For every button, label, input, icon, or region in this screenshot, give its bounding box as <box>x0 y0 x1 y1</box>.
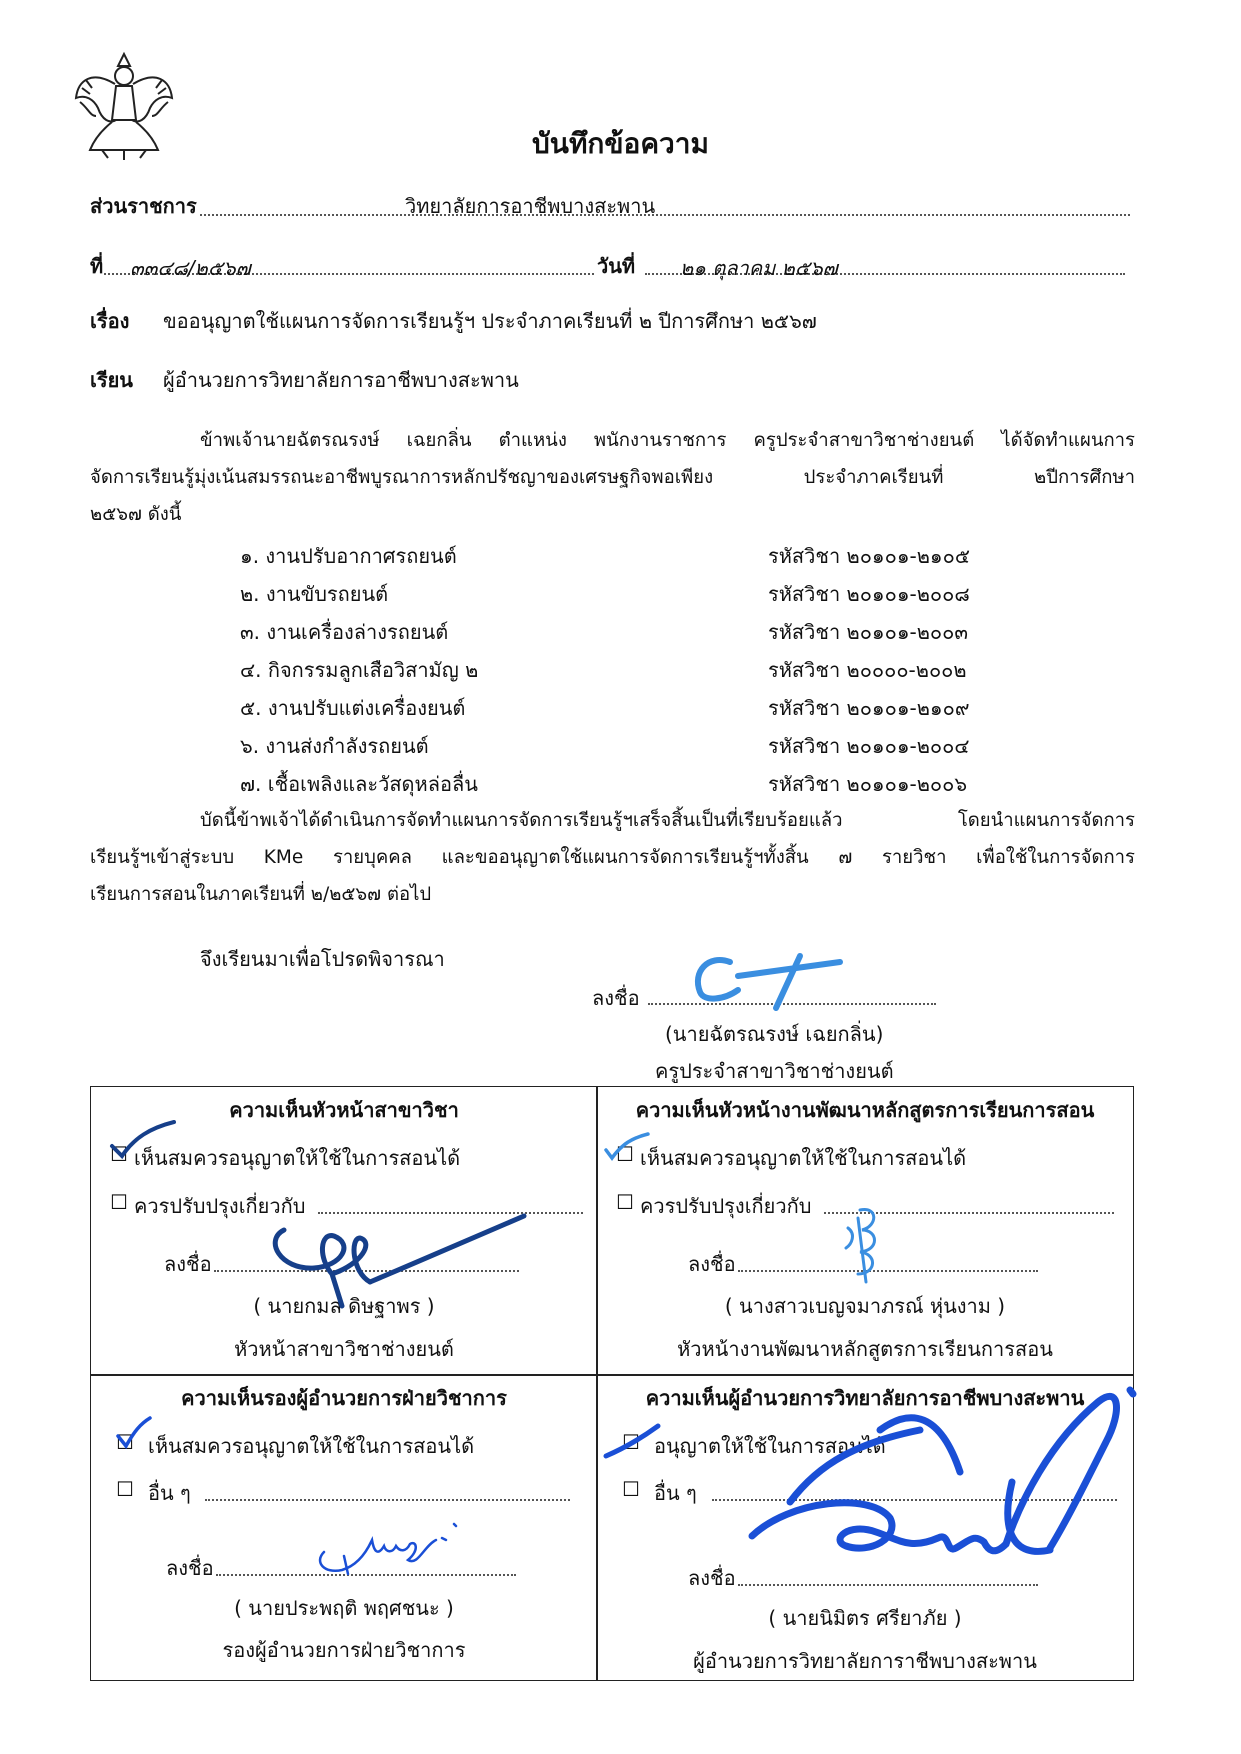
ref-label: ที่ <box>90 254 104 278</box>
opinion-1-checkmark <box>108 1118 178 1158</box>
opinion-3-position: รองผู้อำนวยการฝ่ายวิชาการ <box>222 1638 466 1662</box>
opinion-2-sign-dotted-line <box>738 1270 1038 1272</box>
opinion-2-position: หัวหน้างานพัฒนาหลักสูตรการเรียนการสอน <box>677 1337 1053 1361</box>
opinion-3-signature <box>312 1516 462 1576</box>
opinion-1-checkbox-improve[interactable]: ☐ <box>110 1190 128 1214</box>
signer-sign-label: ลงชื่อ <box>592 986 640 1010</box>
para2-line2: เรียนรู้ฯเข้าสู่ระบบ KMe รายบุคคล และขออนุญาตใช้แผนการจัดการเรียนรู้ฯทั้งสิ้น ๗ รายวิชา เพื่อใช้ในการจัดการ <box>90 847 1135 868</box>
ref-value: ๓๓๔๘/๒๕๖๗ <box>130 256 251 280</box>
opinion-3-option-other: อื่น ๆ <box>148 1481 191 1505</box>
course-4-code: รหัสวิชา ๒๐๐๐๐-๒๐๐๒ <box>768 658 967 682</box>
to-label: เรียน <box>90 368 133 392</box>
opinion-3-checkbox-approve[interactable]: ☐ <box>116 1430 134 1454</box>
signer-name: (นายฉัตรณรงษ์ เฉยกลิ่น) <box>665 1022 884 1046</box>
para2-line3: เรียนการสอนในภาคเรียนที่ ๒/๒๕๖๗ ต่อไป <box>90 884 432 905</box>
course-6-name: ๖. งานส่งกำลังรถยนต์ <box>240 734 429 758</box>
course-3-name: ๓. งานเครื่องล่างรถยนต์ <box>240 620 449 644</box>
opinion-1-sign-label: ลงชื่อ <box>164 1252 212 1276</box>
opinion-1-checkbox-approve[interactable]: ☐ <box>110 1142 128 1166</box>
course-7-name: ๗. เชื้อเพลิงและวัสดุหล่อลื่น <box>240 772 478 796</box>
opinion-3-sign-label: ลงชื่อ <box>166 1556 214 1580</box>
para1-line1: ข้าพเจ้านายฉัตรณรงษ์ เฉยกลิ่น ตำแหน่ง พนักงานราชการ ครูประจำสาขาวิชาช่างยนต์ ได้จัดทำแผนการ <box>200 430 1135 451</box>
department-label: ส่วนราชการ <box>90 194 197 218</box>
opinion-2-option-approve: เห็นสมควรอนุญาตให้ใช้ในการสอนได้ <box>640 1146 967 1170</box>
course-5-name: ๕. งานปรับแต่งเครื่องยนต์ <box>240 696 466 720</box>
course-7-code: รหัสวิชา ๒๐๑๐๑-๒๐๐๖ <box>768 772 968 796</box>
opinion-1-signature <box>262 1210 532 1310</box>
date-value: ๒๑ ตุลาคม ๒๕๖๗ <box>680 256 838 280</box>
opinion-4-option-other: อื่น ๆ <box>654 1481 697 1505</box>
opinion-2-checkmark <box>602 1130 652 1162</box>
opinion-4-sign-label: ลงชื่อ <box>688 1566 736 1590</box>
course-5-code: รหัสวิชา ๒๐๑๐๑-๒๑๐๙ <box>768 696 970 720</box>
opinion-4-option-approve: อนุญาตให้ใช้ในการสอนได้ <box>654 1434 886 1458</box>
course-4-name: ๔. กิจกรรมลูกเสือวิสามัญ ๒ <box>240 658 479 682</box>
opinion-3-option-approve: เห็นสมควรอนุญาตให้ใช้ในการสอนได้ <box>148 1434 475 1458</box>
memo-title: บันทึกข้อความ <box>532 127 709 160</box>
para1-line2: จัดการเรียนรู้มุ่งเน้นสมรรถนะอาชีพบูรณาการหลักปรัชญาของเศรษฐกิจพอเพียง ประจำภาคเรียนที่ ๒ปีการศึกษา <box>90 467 1135 488</box>
opinion-4-checkbox-approve[interactable]: ☐ <box>622 1430 640 1454</box>
opinion-1-heading: ความเห็นหัวหน้าสาขาวิชา <box>229 1098 459 1122</box>
opinion-2-sign-label: ลงชื่อ <box>688 1252 736 1276</box>
opinion-2-checkbox-improve[interactable]: ☐ <box>616 1190 634 1214</box>
opinion-4-checkmark <box>602 1420 662 1460</box>
opinion-2-signature <box>838 1204 888 1284</box>
date-label: วันที่ <box>597 254 636 278</box>
opinion-1-option-improve: ควรปรับปรุงเกี่ยวกับ <box>134 1194 306 1218</box>
subject-value: ขออนุญาตใช้แผนการจัดการเรียนรู้ฯ ประจำภาคเรียนที่ ๒ ปีการศึกษา ๒๕๖๗ <box>163 309 817 333</box>
opinion-3-name: ( นายประพฤติ พฤศชนะ ) <box>234 1596 454 1620</box>
opinion-1-position: หัวหน้าสาขาวิชาช่างยนต์ <box>234 1337 454 1361</box>
para2-line1: บัดนี้ข้าพเจ้าได้ดำเนินการจัดทำแผนการจัดการเรียนรู้ฯเสร็จสิ้นเป็นที่เรียบร้อยแล้ว โดยนำแผนการจัดการ <box>200 810 1135 831</box>
closing-text: จึงเรียนมาเพื่อโปรดพิจารณา <box>200 947 445 971</box>
subject-label: เรื่อง <box>90 309 130 333</box>
course-1-name: ๑. งานปรับอากาศรถยนต์ <box>240 544 457 568</box>
opinion-4-position: ผู้อำนวยการวิทยาลัยการาชีพบางสะพาน <box>693 1649 1037 1673</box>
opinion-2-name: ( นางสาวเบญจมาภรณ์ หุ่นงาม ) <box>724 1294 1006 1318</box>
signer-position: ครูประจำสาขาวิชาช่างยนต์ <box>655 1059 894 1083</box>
opinion-3-other-dotted-line <box>205 1499 570 1501</box>
department-value: วิทยาลัยการอาชีพบางสะพาน <box>405 194 656 218</box>
opinion-4-name: ( นายนิมิตร ศรียาภัย ) <box>768 1606 962 1630</box>
opinion-1-option-approve: เห็นสมควรอนุญาตให้ใช้ในการสอนได้ <box>134 1146 461 1170</box>
course-2-name: ๒. งานขับรถยนต์ <box>240 582 389 606</box>
opinion-4-checkbox-other[interactable]: ☐ <box>622 1477 640 1501</box>
opinion-4-sign-dotted-line <box>738 1584 1038 1586</box>
opinion-4-signature <box>750 1382 1135 1582</box>
course-1-code: รหัสวิชา ๒๐๑๐๑-๒๑๐๕ <box>768 544 970 568</box>
department-dotted-line <box>200 214 1130 216</box>
opinion-1-name: ( นายกมล ดิษฐาพร ) <box>253 1294 435 1318</box>
opinion-3-checkmark <box>114 1414 154 1450</box>
opinion-2-heading: ความเห็นหัวหน้างานพัฒนาหลักสูตรการเรียนการสอน <box>635 1098 1095 1122</box>
course-2-code: รหัสวิชา ๒๐๑๐๑-๒๐๐๘ <box>768 582 970 606</box>
course-3-code: รหัสวิชา ๒๐๑๐๑-๒๐๐๓ <box>768 620 968 644</box>
opinion-4-heading: ความเห็นผู้อำนวยการวิทยาลัยการอาชีพบางสะพาน <box>645 1386 1085 1410</box>
course-6-code: รหัสวิชา ๒๐๑๐๑-๒๐๐๔ <box>768 734 970 758</box>
opinion-2-checkbox-approve[interactable]: ☐ <box>616 1142 634 1166</box>
opinion-2-option-improve: ควรปรับปรุงเกี่ยวกับ <box>640 1194 812 1218</box>
signer-signature <box>690 950 850 1010</box>
para1-line3: ๒๕๖๗ ดังนี้ <box>90 504 182 525</box>
to-value: ผู้อำนวยการวิทยาลัยการอาชีพบางสะพาน <box>163 368 519 392</box>
opinion-3-heading: ความเห็นรองผู้อำนวยการฝ่ายวิชาการ <box>181 1386 507 1410</box>
opinion-3-checkbox-other[interactable]: ☐ <box>116 1477 134 1501</box>
